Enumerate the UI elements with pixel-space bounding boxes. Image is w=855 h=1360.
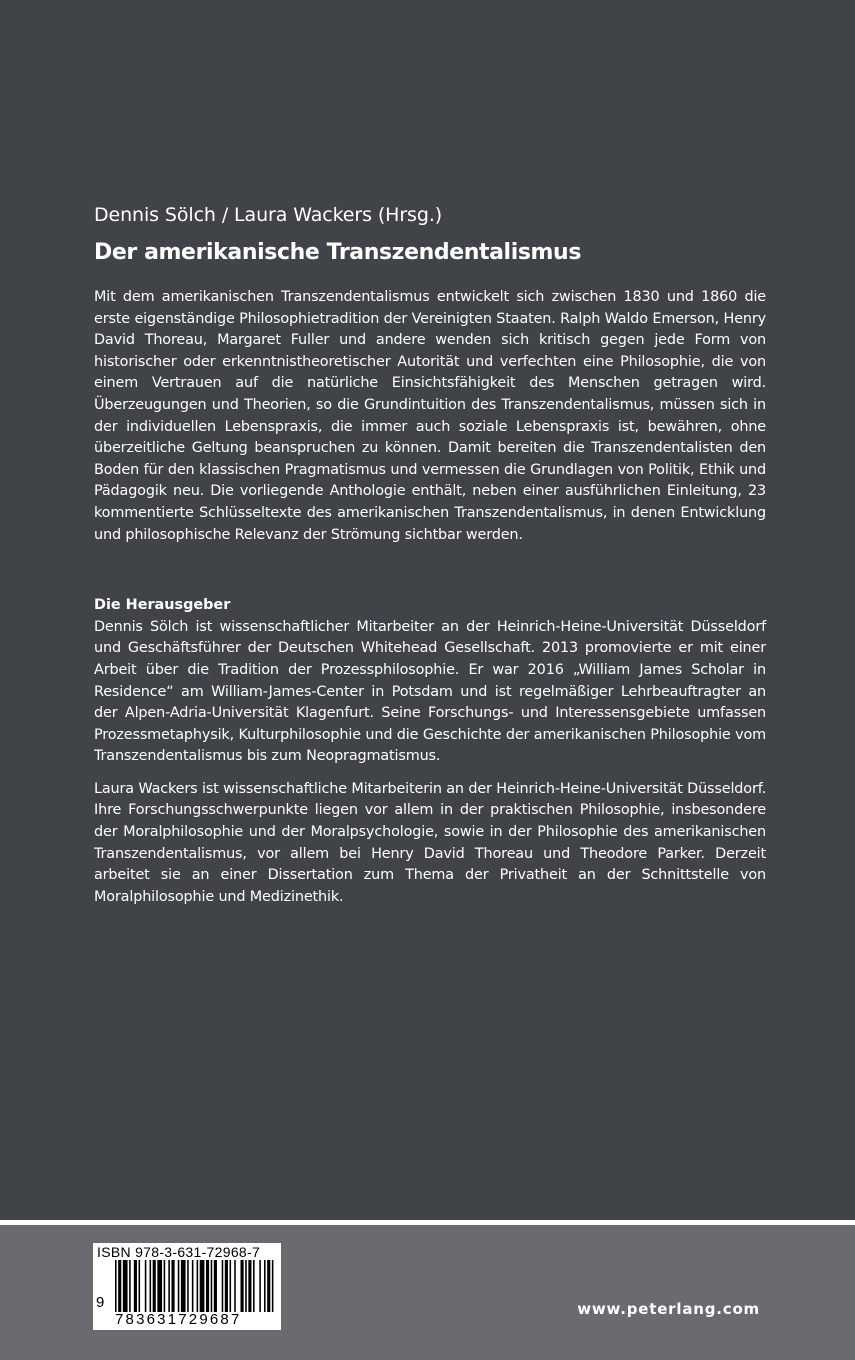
editors-line: Dennis Sölch / Laura Wackers (Hrsg.) [94,204,443,226]
barcode-first-digit: 9 [96,1294,105,1311]
book-title: Der amerikanische Transzendentalismus [94,240,582,265]
cover-content [94,203,766,908]
barcode-icon [115,1260,275,1316]
publisher-website: www.peterlang.com [577,1300,760,1318]
editors-heading: Die Herausgeber [94,597,231,614]
barcode-digits: 783631729687 [115,1312,278,1328]
isbn-barcode [93,1243,281,1330]
book-description: Mit dem amerikanischen Transzendentalismus entwickelt sich zwischen 1830 und 1860 die erste eigenständige Philosophietradition der Vereinigten Staaten. Ralph Waldo Emerson, Henry David Thoreau, Margaret Fuller und andere wenden sich kritisch gegen jede Form von historischer oder erkenntnistheoretischer Autorität und verfechten eine Philosophie, die von einem Vertrauen auf die natürliche Einsichtsfähigkeit des Menschen getragen wird. Überzeugungen und Theorien, so die Grundintuition des Transzendentalismus, müssen sich in der individuellen Lebenspraxis, die immer auch soziale Lebenspraxis ist, bewähren, ohne überzeitliche Geltung beanspruchen zu können. Damit bereiten die Transzendentalisten den Boden für den klassischen Pragmatismus und vermessen die Grundlagen von Politik, Ethik und Pädagogik neu. Die vorliegende Anthologie enthält, neben einer ausführlichen Einleitung, 23 kommentierte Schlüsseltexte des amerikanischen Transzendentalismus, in denen Entwicklung und philosophische Relevanz der Strömung sichtbar werden. [94,289,766,543]
editor-bio-wackers: Laura Wackers ist wissenschaftliche Mitarbeiterin an der Heinrich-Heine-Universität Düsseldorf. Ihre Forschungsschwerpunkte liegen vor allem in der praktischen Philosophie, insbesondere der Moralphilosophie und der Moralpsychologie, sowie in der Philosophie des amerikanischen Transzendentalismus, vor allem bei Henry David Thoreau und Theodore Parker. Derzeit arbeitet sie an einer Dissertation zum Thema der Privatheit an der Schnittstelle von Moralphilosophie und Medizinethik. [94,780,766,905]
editor-bio-soelch: Dennis Sölch ist wissenschaftlicher Mitarbeiter an der Heinrich-Heine-Universität Düsseldorf und Geschäftsführer der Deutschen Whitehead Gesellschaft. 2013 promovierte er mit einer Arbeit über die Tradition der Prozessphilosophie. Er war 2016 „William James Scholar in Residence“ am William-James-Center in Potsdam und ist regelmäßiger Lehrbeauftragter an der Alpen-Adria-Universität Klagenfurt. Seine Forschungs- und Interessensgebiete umfassen Prozessmetaphysik, Kulturphilosophie und die Geschichte der amerikanischen Philosophie vom Transzendentalismus bis zum Neopragmatismus. [94,618,766,765]
isbn-number: ISBN 978-3-631-72968-7 [97,1244,261,1260]
